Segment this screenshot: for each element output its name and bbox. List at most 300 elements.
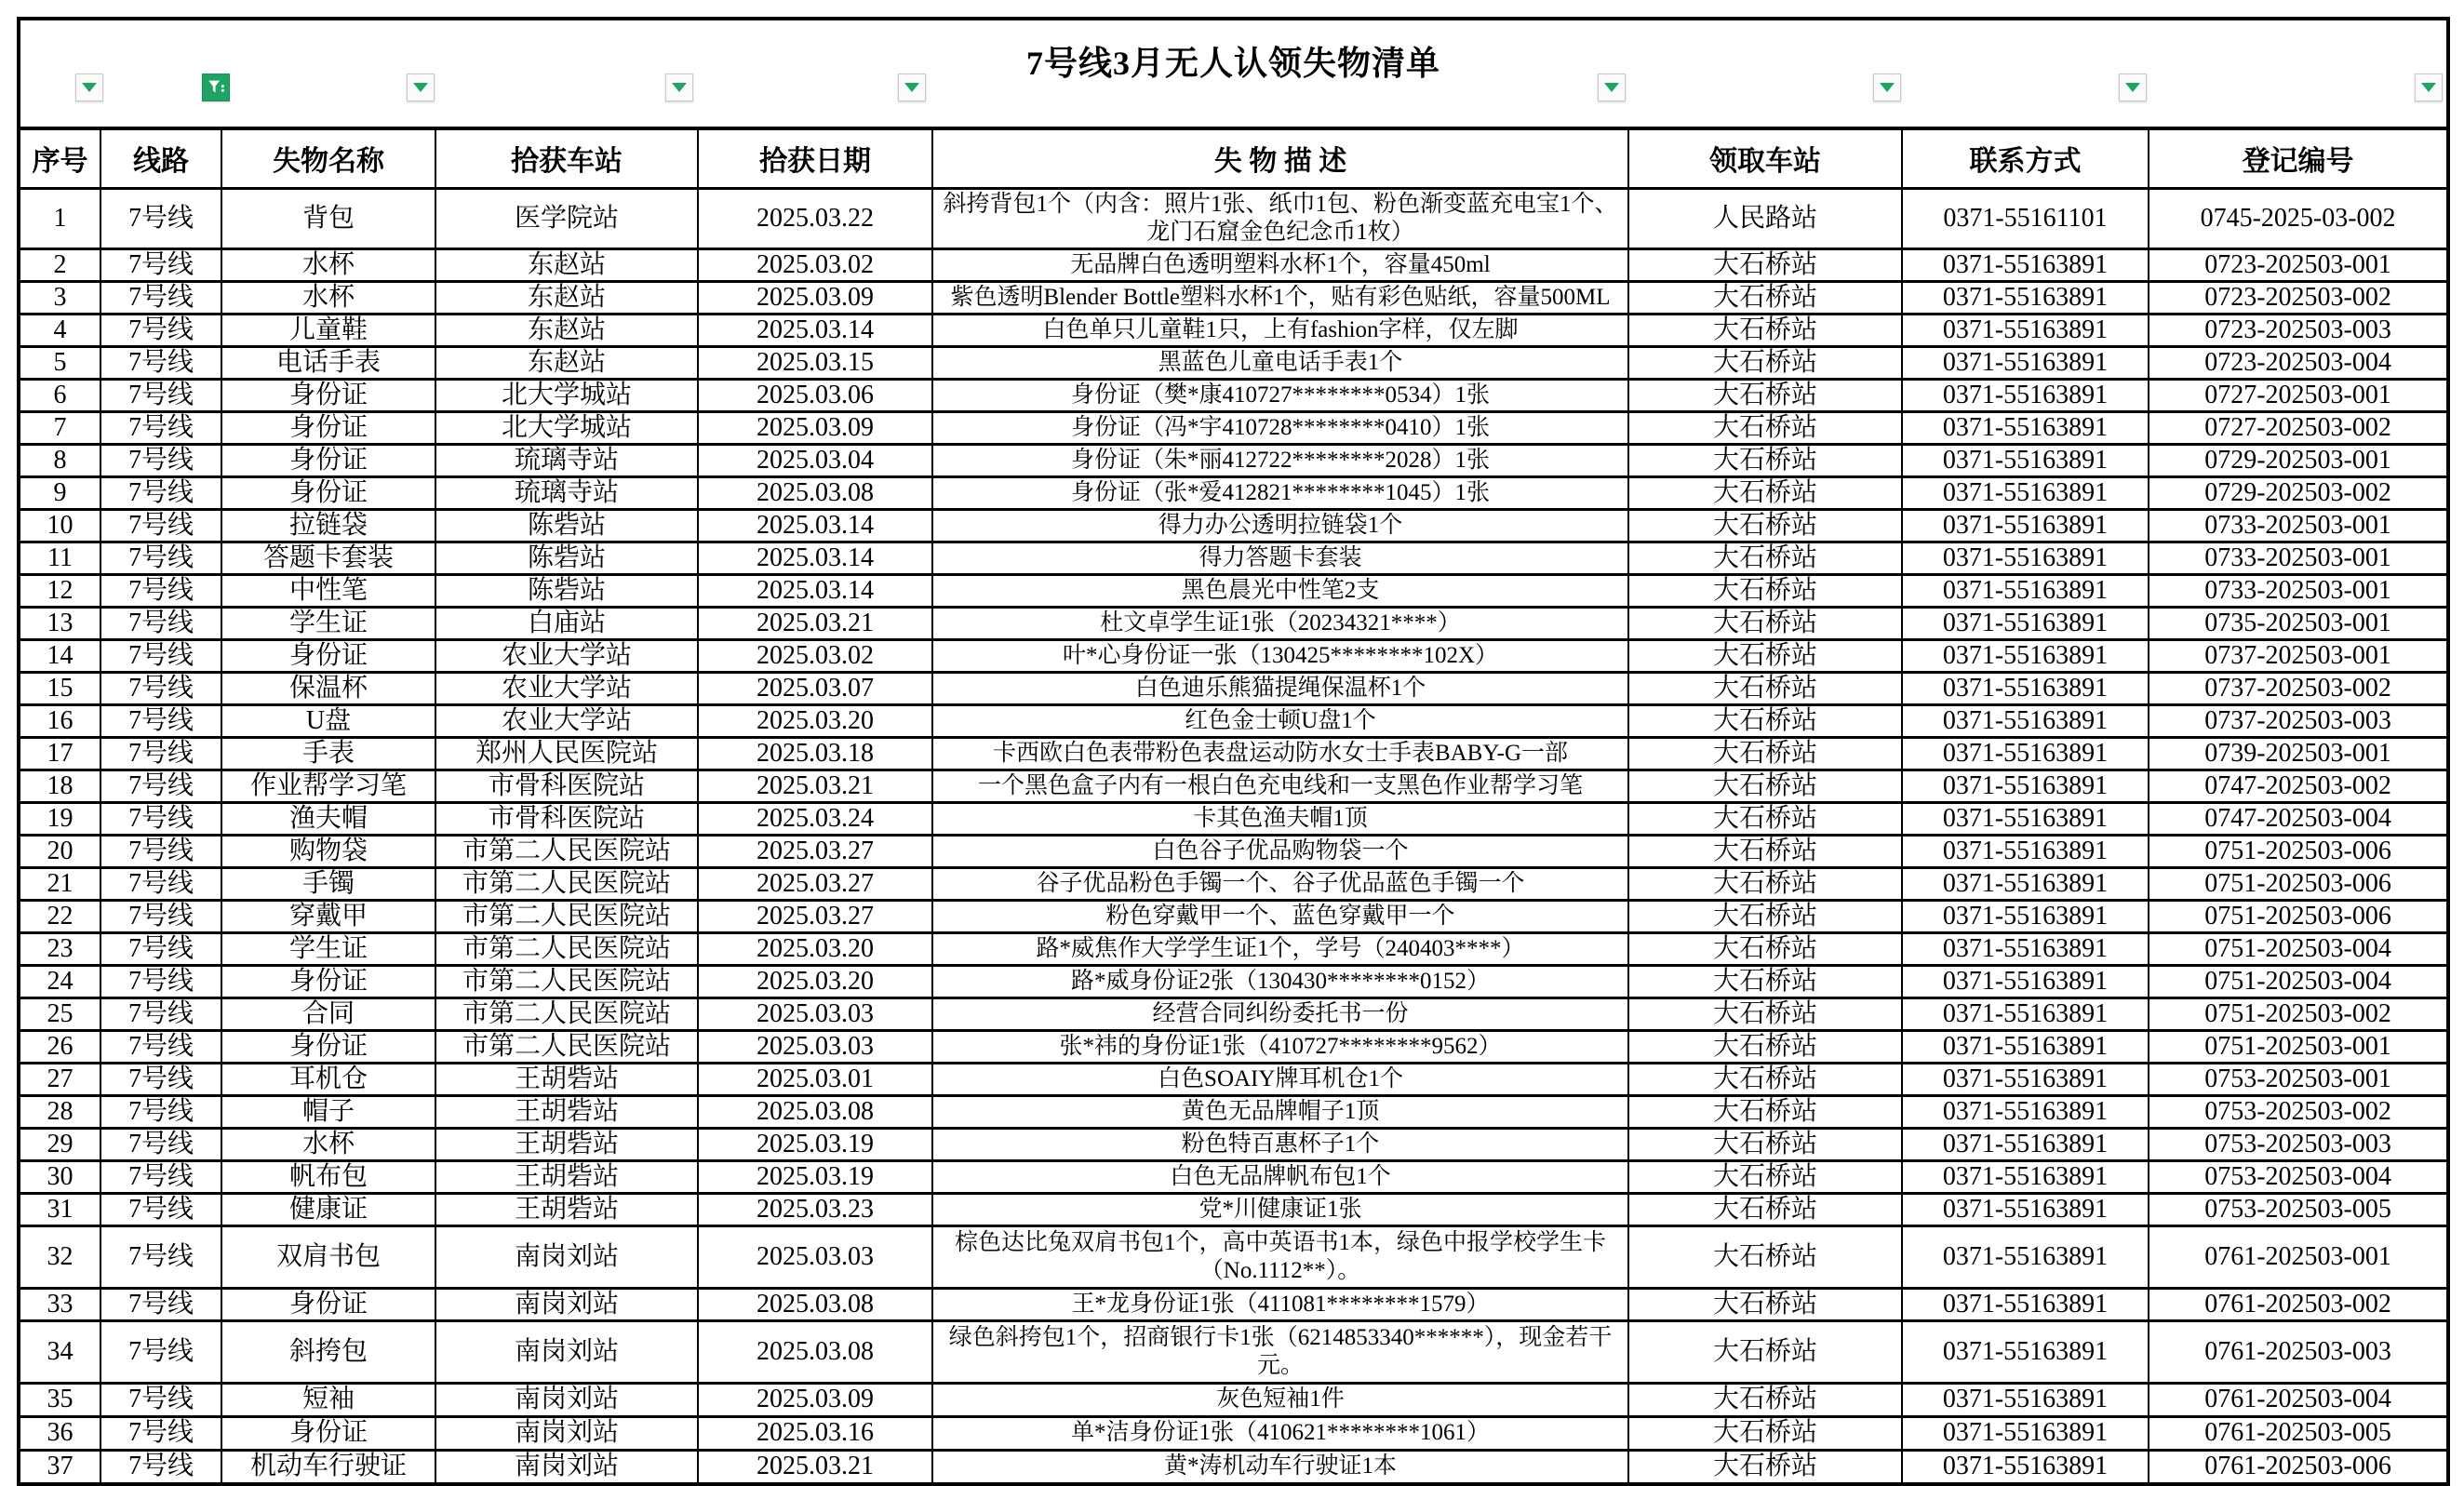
cell-seq[interactable]: 10 — [19, 509, 100, 542]
cell-item-name[interactable]: 作业帮学习笔 — [221, 770, 435, 802]
cell-found-station[interactable]: 市骨科医院站 — [435, 802, 698, 835]
cell-description[interactable]: 经营合同纠纷委托书一份 — [932, 997, 1628, 1030]
cell-line[interactable]: 7号线 — [100, 1193, 221, 1225]
cell-description[interactable]: 粉色穿戴甲一个、蓝色穿戴甲一个 — [932, 900, 1628, 932]
cell-found-station[interactable]: 东赵站 — [435, 281, 698, 314]
cell-item-name[interactable]: 双肩书包 — [221, 1225, 435, 1288]
cell-found-station[interactable]: 南岗刘站 — [435, 1383, 698, 1416]
cell-registration-no[interactable]: 0761-202503-003 — [2149, 1320, 2448, 1383]
cell-contact[interactable]: 0371-55163891 — [1902, 1416, 2149, 1450]
cell-registration-no[interactable]: 0753-202503-003 — [2149, 1128, 2448, 1160]
cell-registration-no[interactable]: 0723-202503-004 — [2149, 346, 2448, 379]
cell-registration-no[interactable]: 0751-202503-006 — [2149, 900, 2448, 932]
cell-registration-no[interactable]: 0733-202503-001 — [2149, 574, 2448, 607]
cell-registration-no[interactable]: 0751-202503-006 — [2149, 835, 2448, 867]
cell-registration-no[interactable]: 0735-202503-001 — [2149, 607, 2448, 639]
cell-item-name[interactable]: 短袖 — [221, 1383, 435, 1416]
cell-line[interactable]: 7号线 — [100, 476, 221, 509]
cell-pickup-station[interactable]: 大石桥站 — [1628, 770, 1902, 802]
cell-registration-no[interactable]: 0739-202503-001 — [2149, 737, 2448, 770]
cell-contact[interactable]: 0371-55163891 — [1902, 1450, 2149, 1484]
cell-description[interactable]: 身份证（樊*康410727********0534）1张 — [932, 379, 1628, 411]
cell-description[interactable]: 白色SOAIY牌耳机仓1个 — [932, 1063, 1628, 1095]
cell-line[interactable]: 7号线 — [100, 672, 221, 704]
cell-description[interactable]: 白色单只儿童鞋1只，上有fashion字样，仅左脚 — [932, 314, 1628, 346]
cell-contact[interactable]: 0371-55163891 — [1902, 314, 2149, 346]
cell-registration-no[interactable]: 0753-202503-004 — [2149, 1160, 2448, 1193]
cell-found-station[interactable]: 市骨科医院站 — [435, 770, 698, 802]
cell-seq[interactable]: 27 — [19, 1063, 100, 1095]
cell-found-date[interactable]: 2025.03.09 — [698, 1383, 932, 1416]
column-header-pickup-station[interactable]: 领取车站 — [1628, 128, 1902, 188]
cell-contact[interactable]: 0371-55163891 — [1902, 672, 2149, 704]
cell-contact[interactable]: 0371-55163891 — [1902, 997, 2149, 1030]
cell-item-name[interactable]: 机动车行驶证 — [221, 1450, 435, 1484]
cell-contact[interactable]: 0371-55163891 — [1902, 770, 2149, 802]
cell-pickup-station[interactable]: 大石桥站 — [1628, 1063, 1902, 1095]
cell-found-station[interactable]: 王胡砦站 — [435, 1063, 698, 1095]
cell-found-date[interactable]: 2025.03.16 — [698, 1416, 932, 1450]
cell-item-name[interactable]: 学生证 — [221, 932, 435, 965]
cell-found-station[interactable]: 白庙站 — [435, 607, 698, 639]
cell-contact[interactable]: 0371-55161101 — [1902, 188, 2149, 248]
cell-item-name[interactable]: 身份证 — [221, 965, 435, 997]
cell-contact[interactable]: 0371-55163891 — [1902, 607, 2149, 639]
cell-found-station[interactable]: 陈砦站 — [435, 542, 698, 574]
cell-found-date[interactable]: 2025.03.27 — [698, 900, 932, 932]
cell-line[interactable]: 7号线 — [100, 574, 221, 607]
cell-line[interactable]: 7号线 — [100, 997, 221, 1030]
cell-seq[interactable]: 16 — [19, 704, 100, 737]
cell-seq[interactable]: 14 — [19, 639, 100, 672]
cell-contact[interactable]: 0371-55163891 — [1902, 1383, 2149, 1416]
cell-seq[interactable]: 2 — [19, 248, 100, 281]
cell-line[interactable]: 7号线 — [100, 639, 221, 672]
cell-contact[interactable]: 0371-55163891 — [1902, 1320, 2149, 1383]
cell-item-name[interactable]: 中性笔 — [221, 574, 435, 607]
cell-pickup-station[interactable]: 人民路站 — [1628, 188, 1902, 248]
cell-registration-no[interactable]: 0727-202503-001 — [2149, 379, 2448, 411]
cell-seq[interactable]: 31 — [19, 1193, 100, 1225]
cell-item-name[interactable]: 儿童鞋 — [221, 314, 435, 346]
cell-contact[interactable]: 0371-55163891 — [1902, 574, 2149, 607]
cell-item-name[interactable]: 手表 — [221, 737, 435, 770]
cell-contact[interactable]: 0371-55163891 — [1902, 835, 2149, 867]
cell-seq[interactable]: 30 — [19, 1160, 100, 1193]
cell-registration-no[interactable]: 0751-202503-002 — [2149, 997, 2448, 1030]
cell-contact[interactable]: 0371-55163891 — [1902, 802, 2149, 835]
cell-found-station[interactable]: 农业大学站 — [435, 704, 698, 737]
filter-dropdown-item-name[interactable] — [407, 74, 435, 101]
cell-pickup-station[interactable]: 大石桥站 — [1628, 1383, 1902, 1416]
cell-registration-no[interactable]: 0733-202503-001 — [2149, 542, 2448, 574]
cell-pickup-station[interactable]: 大石桥站 — [1628, 411, 1902, 444]
cell-contact[interactable]: 0371-55163891 — [1902, 1193, 2149, 1225]
cell-seq[interactable]: 15 — [19, 672, 100, 704]
cell-item-name[interactable]: 身份证 — [221, 476, 435, 509]
cell-contact[interactable]: 0371-55163891 — [1902, 411, 2149, 444]
cell-registration-no[interactable]: 0751-202503-006 — [2149, 867, 2448, 900]
cell-registration-no[interactable]: 0753-202503-001 — [2149, 1063, 2448, 1095]
cell-found-date[interactable]: 2025.03.18 — [698, 737, 932, 770]
cell-seq[interactable]: 17 — [19, 737, 100, 770]
cell-item-name[interactable]: 斜挎包 — [221, 1320, 435, 1383]
cell-pickup-station[interactable]: 大石桥站 — [1628, 314, 1902, 346]
cell-line[interactable]: 7号线 — [100, 1450, 221, 1484]
cell-description[interactable]: 得力答题卡套装 — [932, 542, 1628, 574]
cell-contact[interactable]: 0371-55163891 — [1902, 737, 2149, 770]
cell-found-station[interactable]: 农业大学站 — [435, 672, 698, 704]
cell-line[interactable]: 7号线 — [100, 379, 221, 411]
cell-seq[interactable]: 3 — [19, 281, 100, 314]
cell-pickup-station[interactable]: 大石桥站 — [1628, 1450, 1902, 1484]
cell-seq[interactable]: 8 — [19, 444, 100, 476]
cell-pickup-station[interactable]: 大石桥站 — [1628, 1160, 1902, 1193]
cell-found-date[interactable]: 2025.03.24 — [698, 802, 932, 835]
cell-seq[interactable]: 5 — [19, 346, 100, 379]
cell-found-date[interactable]: 2025.03.21 — [698, 607, 932, 639]
cell-description[interactable]: 黑色晨光中性笔2支 — [932, 574, 1628, 607]
cell-description[interactable]: 得力办公透明拉链袋1个 — [932, 509, 1628, 542]
cell-line[interactable]: 7号线 — [100, 1383, 221, 1416]
cell-found-date[interactable]: 2025.03.20 — [698, 965, 932, 997]
cell-item-name[interactable]: 答题卡套装 — [221, 542, 435, 574]
cell-line[interactable]: 7号线 — [100, 444, 221, 476]
cell-contact[interactable]: 0371-55163891 — [1902, 1128, 2149, 1160]
cell-pickup-station[interactable]: 大石桥站 — [1628, 965, 1902, 997]
cell-found-date[interactable]: 2025.03.03 — [698, 997, 932, 1030]
filter-dropdown-registration-no[interactable] — [2415, 74, 2443, 101]
cell-seq[interactable]: 34 — [19, 1320, 100, 1383]
cell-description[interactable]: 白色无品牌帆布包1个 — [932, 1160, 1628, 1193]
cell-seq[interactable]: 20 — [19, 835, 100, 867]
cell-item-name[interactable]: 耳机仓 — [221, 1063, 435, 1095]
cell-description[interactable]: 卡其色渔夫帽1顶 — [932, 802, 1628, 835]
column-header-description[interactable]: 失 物 描 述 — [932, 128, 1628, 188]
cell-description[interactable]: 身份证（冯*宇410728********0410）1张 — [932, 411, 1628, 444]
cell-found-date[interactable]: 2025.03.27 — [698, 867, 932, 900]
cell-item-name[interactable]: 保温杯 — [221, 672, 435, 704]
cell-pickup-station[interactable]: 大石桥站 — [1628, 997, 1902, 1030]
cell-pickup-station[interactable]: 大石桥站 — [1628, 379, 1902, 411]
column-header-found-station[interactable]: 拾获车站 — [435, 128, 698, 188]
column-header-found-date[interactable]: 拾获日期 — [698, 128, 932, 188]
cell-line[interactable]: 7号线 — [100, 346, 221, 379]
cell-registration-no[interactable]: 0729-202503-001 — [2149, 444, 2448, 476]
cell-pickup-station[interactable]: 大石桥站 — [1628, 835, 1902, 867]
cell-registration-no[interactable]: 0751-202503-004 — [2149, 965, 2448, 997]
cell-contact[interactable]: 0371-55163891 — [1902, 281, 2149, 314]
cell-item-name[interactable]: 渔夫帽 — [221, 802, 435, 835]
cell-found-date[interactable]: 2025.03.23 — [698, 1193, 932, 1225]
cell-found-station[interactable]: 市第二人民医院站 — [435, 932, 698, 965]
cell-description[interactable]: 灰色短袖1件 — [932, 1383, 1628, 1416]
cell-seq[interactable]: 13 — [19, 607, 100, 639]
cell-found-station[interactable]: 南岗刘站 — [435, 1225, 698, 1288]
cell-found-station[interactable]: 王胡砦站 — [435, 1095, 698, 1128]
cell-seq[interactable]: 12 — [19, 574, 100, 607]
cell-found-station[interactable]: 陈砦站 — [435, 574, 698, 607]
cell-found-station[interactable]: 北大学城站 — [435, 411, 698, 444]
cell-item-name[interactable]: 身份证 — [221, 1416, 435, 1450]
cell-pickup-station[interactable]: 大石桥站 — [1628, 1320, 1902, 1383]
cell-registration-no[interactable]: 0733-202503-001 — [2149, 509, 2448, 542]
cell-found-date[interactable]: 2025.03.07 — [698, 672, 932, 704]
cell-found-date[interactable]: 2025.03.03 — [698, 1225, 932, 1288]
cell-found-date[interactable]: 2025.03.19 — [698, 1160, 932, 1193]
cell-seq[interactable]: 24 — [19, 965, 100, 997]
cell-description[interactable]: 叶*心身份证一张（130425********102X） — [932, 639, 1628, 672]
column-header-item-name[interactable]: 失物名称 — [221, 128, 435, 188]
cell-pickup-station[interactable]: 大石桥站 — [1628, 1095, 1902, 1128]
cell-description[interactable]: 身份证（朱*丽412722********2028）1张 — [932, 444, 1628, 476]
cell-pickup-station[interactable]: 大石桥站 — [1628, 639, 1902, 672]
cell-line[interactable]: 7号线 — [100, 965, 221, 997]
cell-seq[interactable]: 6 — [19, 379, 100, 411]
cell-registration-no[interactable]: 0727-202503-002 — [2149, 411, 2448, 444]
cell-registration-no[interactable]: 0761-202503-001 — [2149, 1225, 2448, 1288]
cell-contact[interactable]: 0371-55163891 — [1902, 1288, 2149, 1320]
cell-item-name[interactable]: 帽子 — [221, 1095, 435, 1128]
cell-registration-no[interactable]: 0753-202503-002 — [2149, 1095, 2448, 1128]
cell-line[interactable]: 7号线 — [100, 1160, 221, 1193]
cell-pickup-station[interactable]: 大石桥站 — [1628, 672, 1902, 704]
cell-description[interactable]: 卡西欧白色表带粉色表盘运动防水女士手表BABY-G一部 — [932, 737, 1628, 770]
cell-item-name[interactable]: 拉链袋 — [221, 509, 435, 542]
cell-item-name[interactable]: 水杯 — [221, 248, 435, 281]
cell-item-name[interactable]: 身份证 — [221, 379, 435, 411]
cell-description[interactable]: 路*威身份证2张（130430********0152） — [932, 965, 1628, 997]
cell-pickup-station[interactable]: 大石桥站 — [1628, 867, 1902, 900]
cell-line[interactable]: 7号线 — [100, 802, 221, 835]
cell-seq[interactable]: 23 — [19, 932, 100, 965]
cell-description[interactable]: 身份证（张*爱412821********1045）1张 — [932, 476, 1628, 509]
cell-found-date[interactable]: 2025.03.04 — [698, 444, 932, 476]
cell-item-name[interactable]: 身份证 — [221, 639, 435, 672]
cell-description[interactable]: 白色迪乐熊猫提绳保温杯1个 — [932, 672, 1628, 704]
cell-pickup-station[interactable]: 大石桥站 — [1628, 476, 1902, 509]
cell-line[interactable]: 7号线 — [100, 704, 221, 737]
cell-pickup-station[interactable]: 大石桥站 — [1628, 1128, 1902, 1160]
cell-found-station[interactable]: 郑州人民医院站 — [435, 737, 698, 770]
cell-contact[interactable]: 0371-55163891 — [1902, 346, 2149, 379]
cell-description[interactable]: 杜文卓学生证1张（20234321****） — [932, 607, 1628, 639]
cell-found-date[interactable]: 2025.03.14 — [698, 574, 932, 607]
cell-contact[interactable]: 0371-55163891 — [1902, 509, 2149, 542]
cell-description[interactable]: 黄色无品牌帽子1顶 — [932, 1095, 1628, 1128]
cell-seq[interactable]: 37 — [19, 1450, 100, 1484]
filter-dropdown-description[interactable] — [1598, 74, 1626, 101]
cell-found-station[interactable]: 南岗刘站 — [435, 1416, 698, 1450]
cell-seq[interactable]: 9 — [19, 476, 100, 509]
cell-description[interactable]: 斜挎背包1个（内含：照片1张、纸巾1包、粉色渐变蓝充电宝1个、龙门石窟金色纪念币1枚） — [932, 188, 1628, 248]
cell-line[interactable]: 7号线 — [100, 770, 221, 802]
cell-found-station[interactable]: 王胡砦站 — [435, 1128, 698, 1160]
cell-description[interactable]: 单*洁身份证1张（410621********1061） — [932, 1416, 1628, 1450]
cell-item-name[interactable]: 身份证 — [221, 1288, 435, 1320]
cell-pickup-station[interactable]: 大石桥站 — [1628, 542, 1902, 574]
cell-line[interactable]: 7号线 — [100, 411, 221, 444]
column-header-contact[interactable]: 联系方式 — [1902, 128, 2149, 188]
cell-pickup-station[interactable]: 大石桥站 — [1628, 509, 1902, 542]
cell-description[interactable]: 棕色达比兔双肩书包1个，高中英语书1本，绿色中报学校学生卡（No.1112**）。 — [932, 1225, 1628, 1288]
cell-seq[interactable]: 18 — [19, 770, 100, 802]
cell-found-station[interactable]: 市第二人民医院站 — [435, 867, 698, 900]
cell-contact[interactable]: 0371-55163891 — [1902, 1095, 2149, 1128]
cell-found-date[interactable]: 2025.03.14 — [698, 509, 932, 542]
cell-line[interactable]: 7号线 — [100, 1128, 221, 1160]
cell-line[interactable]: 7号线 — [100, 900, 221, 932]
column-header-seq[interactable]: 序号 — [19, 128, 100, 188]
cell-registration-no[interactable]: 0751-202503-004 — [2149, 932, 2448, 965]
cell-found-station[interactable]: 市第二人民医院站 — [435, 900, 698, 932]
cell-found-date[interactable]: 2025.03.02 — [698, 639, 932, 672]
cell-seq[interactable]: 22 — [19, 900, 100, 932]
cell-registration-no[interactable]: 0737-202503-001 — [2149, 639, 2448, 672]
cell-line[interactable]: 7号线 — [100, 188, 221, 248]
cell-found-station[interactable]: 王胡砦站 — [435, 1193, 698, 1225]
cell-found-date[interactable]: 2025.03.21 — [698, 770, 932, 802]
filter-dropdown-found-date[interactable] — [898, 74, 926, 101]
cell-found-station[interactable]: 东赵站 — [435, 248, 698, 281]
cell-line[interactable]: 7号线 — [100, 1225, 221, 1288]
cell-contact[interactable]: 0371-55163891 — [1902, 379, 2149, 411]
cell-item-name[interactable]: 水杯 — [221, 1128, 435, 1160]
cell-contact[interactable]: 0371-55163891 — [1902, 476, 2149, 509]
cell-registration-no[interactable]: 0761-202503-002 — [2149, 1288, 2448, 1320]
cell-item-name[interactable]: 穿戴甲 — [221, 900, 435, 932]
cell-contact[interactable]: 0371-55163891 — [1902, 444, 2149, 476]
cell-line[interactable]: 7号线 — [100, 737, 221, 770]
cell-contact[interactable]: 0371-55163891 — [1902, 932, 2149, 965]
cell-found-date[interactable]: 2025.03.09 — [698, 411, 932, 444]
cell-found-date[interactable]: 2025.03.21 — [698, 1450, 932, 1484]
cell-found-station[interactable]: 市第二人民医院站 — [435, 1030, 698, 1063]
cell-item-name[interactable]: 背包 — [221, 188, 435, 248]
cell-seq[interactable]: 21 — [19, 867, 100, 900]
cell-found-date[interactable]: 2025.03.14 — [698, 542, 932, 574]
cell-seq[interactable]: 29 — [19, 1128, 100, 1160]
cell-line[interactable]: 7号线 — [100, 1095, 221, 1128]
cell-description[interactable]: 路*威焦作大学学生证1个，学号（240403****） — [932, 932, 1628, 965]
cell-line[interactable]: 7号线 — [100, 932, 221, 965]
cell-found-date[interactable]: 2025.03.08 — [698, 1095, 932, 1128]
cell-registration-no[interactable]: 0723-202503-003 — [2149, 314, 2448, 346]
cell-description[interactable]: 党*川健康证1张 — [932, 1193, 1628, 1225]
cell-line[interactable]: 7号线 — [100, 607, 221, 639]
cell-line[interactable]: 7号线 — [100, 1288, 221, 1320]
filter-dropdown-contact[interactable] — [2119, 74, 2147, 101]
cell-found-station[interactable]: 琉璃寺站 — [435, 476, 698, 509]
cell-item-name[interactable]: 手镯 — [221, 867, 435, 900]
cell-registration-no[interactable]: 0761-202503-004 — [2149, 1383, 2448, 1416]
cell-seq[interactable]: 35 — [19, 1383, 100, 1416]
cell-contact[interactable]: 0371-55163891 — [1902, 1160, 2149, 1193]
cell-pickup-station[interactable]: 大石桥站 — [1628, 802, 1902, 835]
cell-line[interactable]: 7号线 — [100, 835, 221, 867]
cell-description[interactable]: 白色谷子优品购物袋一个 — [932, 835, 1628, 867]
cell-item-name[interactable]: U盘 — [221, 704, 435, 737]
filter-dropdown-pickup-station[interactable] — [1873, 74, 1901, 101]
cell-description[interactable]: 黄*涛机动车行驶证1本 — [932, 1450, 1628, 1484]
cell-found-date[interactable]: 2025.03.19 — [698, 1128, 932, 1160]
cell-description[interactable]: 粉色特百惠杯子1个 — [932, 1128, 1628, 1160]
cell-found-date[interactable]: 2025.03.08 — [698, 1288, 932, 1320]
cell-found-date[interactable]: 2025.03.08 — [698, 1320, 932, 1383]
cell-found-date[interactable]: 2025.03.02 — [698, 248, 932, 281]
cell-pickup-station[interactable]: 大石桥站 — [1628, 607, 1902, 639]
cell-found-station[interactable]: 陈砦站 — [435, 509, 698, 542]
cell-seq[interactable]: 25 — [19, 997, 100, 1030]
cell-contact[interactable]: 0371-55163891 — [1902, 1225, 2149, 1288]
cell-found-station[interactable]: 王胡砦站 — [435, 1160, 698, 1193]
cell-found-date[interactable]: 2025.03.20 — [698, 704, 932, 737]
cell-pickup-station[interactable]: 大石桥站 — [1628, 574, 1902, 607]
cell-seq[interactable]: 32 — [19, 1225, 100, 1288]
cell-pickup-station[interactable]: 大石桥站 — [1628, 1225, 1902, 1288]
cell-contact[interactable]: 0371-55163891 — [1902, 542, 2149, 574]
cell-pickup-station[interactable]: 大石桥站 — [1628, 444, 1902, 476]
cell-seq[interactable]: 33 — [19, 1288, 100, 1320]
cell-item-name[interactable]: 合同 — [221, 997, 435, 1030]
cell-pickup-station[interactable]: 大石桥站 — [1628, 281, 1902, 314]
cell-contact[interactable]: 0371-55163891 — [1902, 965, 2149, 997]
filter-dropdown-found-station[interactable] — [665, 74, 693, 101]
cell-contact[interactable]: 0371-55163891 — [1902, 639, 2149, 672]
cell-line[interactable]: 7号线 — [100, 509, 221, 542]
cell-found-date[interactable]: 2025.03.06 — [698, 379, 932, 411]
cell-seq[interactable]: 11 — [19, 542, 100, 574]
cell-contact[interactable]: 0371-55163891 — [1902, 867, 2149, 900]
cell-description[interactable]: 张*祎的身份证1张（410727********9562） — [932, 1030, 1628, 1063]
cell-line[interactable]: 7号线 — [100, 314, 221, 346]
cell-pickup-station[interactable]: 大石桥站 — [1628, 737, 1902, 770]
cell-item-name[interactable]: 身份证 — [221, 411, 435, 444]
cell-seq[interactable]: 1 — [19, 188, 100, 248]
cell-description[interactable]: 王*龙身份证1张（411081********1579） — [932, 1288, 1628, 1320]
column-header-registration-no[interactable]: 登记编号 — [2149, 128, 2448, 188]
cell-registration-no[interactable]: 0761-202503-005 — [2149, 1416, 2448, 1450]
cell-item-name[interactable]: 身份证 — [221, 444, 435, 476]
cell-found-station[interactable]: 市第二人民医院站 — [435, 997, 698, 1030]
cell-found-station[interactable]: 农业大学站 — [435, 639, 698, 672]
cell-found-date[interactable]: 2025.03.03 — [698, 1030, 932, 1063]
cell-registration-no[interactable]: 0751-202503-001 — [2149, 1030, 2448, 1063]
cell-registration-no[interactable]: 0745-2025-03-002 — [2149, 188, 2448, 248]
cell-found-station[interactable]: 南岗刘站 — [435, 1450, 698, 1484]
cell-pickup-station[interactable]: 大石桥站 — [1628, 1030, 1902, 1063]
cell-description[interactable]: 紫色透明Blender Bottle塑料水杯1个，贴有彩色贴纸，容量500ML — [932, 281, 1628, 314]
cell-found-station[interactable]: 北大学城站 — [435, 379, 698, 411]
filter-active-line[interactable] — [202, 74, 230, 101]
cell-line[interactable]: 7号线 — [100, 281, 221, 314]
cell-seq[interactable]: 19 — [19, 802, 100, 835]
cell-seq[interactable]: 7 — [19, 411, 100, 444]
cell-registration-no[interactable]: 0747-202503-004 — [2149, 802, 2448, 835]
cell-found-station[interactable]: 市第二人民医院站 — [435, 965, 698, 997]
cell-found-date[interactable]: 2025.03.22 — [698, 188, 932, 248]
cell-item-name[interactable]: 购物袋 — [221, 835, 435, 867]
cell-seq[interactable]: 36 — [19, 1416, 100, 1450]
cell-registration-no[interactable]: 0723-202503-001 — [2149, 248, 2448, 281]
cell-found-date[interactable]: 2025.03.15 — [698, 346, 932, 379]
cell-found-date[interactable]: 2025.03.27 — [698, 835, 932, 867]
cell-found-date[interactable]: 2025.03.14 — [698, 314, 932, 346]
cell-found-station[interactable]: 东赵站 — [435, 346, 698, 379]
cell-registration-no[interactable]: 0723-202503-002 — [2149, 281, 2448, 314]
cell-description[interactable]: 无品牌白色透明塑料水杯1个，容量450ml — [932, 248, 1628, 281]
cell-registration-no[interactable]: 0753-202503-005 — [2149, 1193, 2448, 1225]
